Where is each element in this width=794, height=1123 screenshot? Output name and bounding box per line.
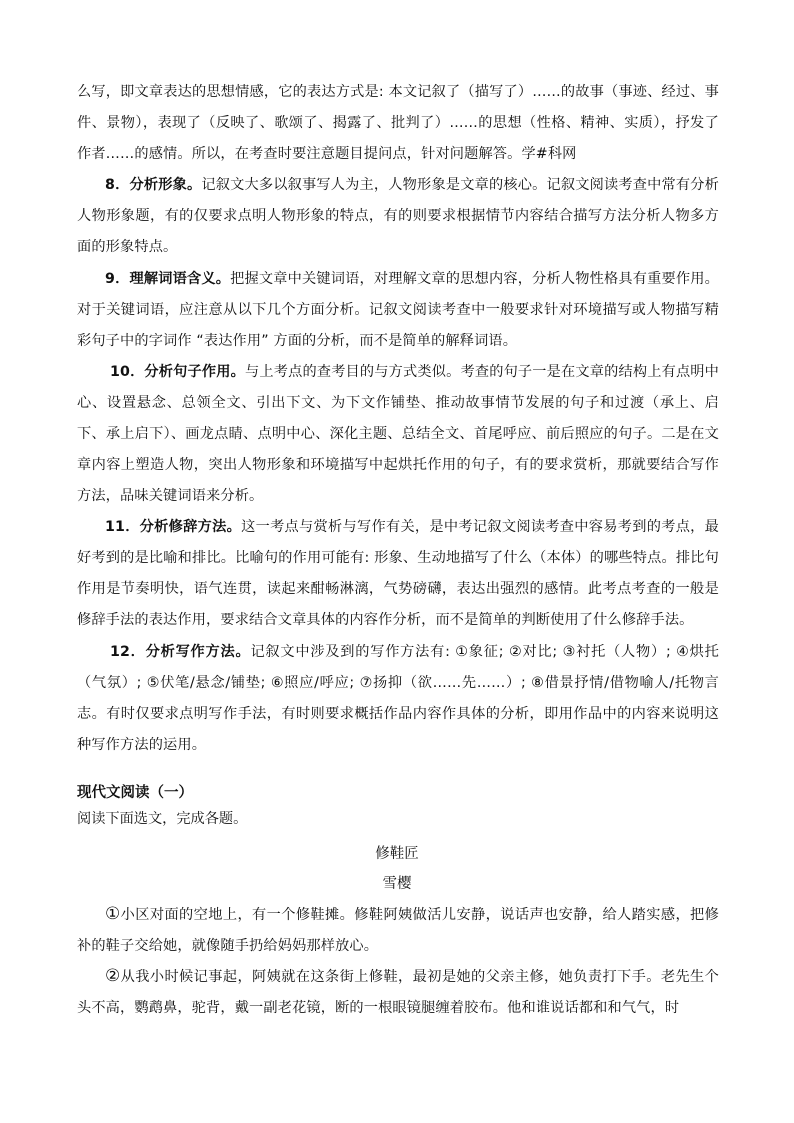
point-9-text: 把握文章中关键词语，对理解文章的思想内容，分析人物性格具有重要作用。对于关键词语，应注意从以下几个方面分析。记叙文阅读考查中一般要求针对环境描写或人物描写精彩句子中的字词作 “表达作用” 方面的分析，而不是简单的解释词语。 (77, 271, 719, 349)
point-9-paragraph (77, 264, 719, 357)
section-instruction: 阅读下面选文，完成各题。 (77, 811, 248, 827)
point-10-paragraph (77, 357, 719, 512)
point-10-label: 10．分析句子作用。 (110, 364, 245, 380)
story-paragraph-1 (77, 899, 719, 962)
point-8-paragraph (77, 170, 719, 263)
point-8-text: 记叙文大多以叙事写人为主，人物形象是文章的核心。记叙文阅读考查中常有分析人物形象题，有的仅要求点明人物形象的特点，有的则要求根据情节内容结合描写方法分析人物多方面的形象特点。 (77, 177, 719, 255)
point-12-paragraph (77, 637, 719, 761)
point-11-label: 11．分析修辞方法。 (105, 519, 242, 535)
section-heading: 现代文阅读（一） (77, 785, 193, 801)
point-9-label: 9．理解词语含义。 (105, 271, 231, 287)
paragraph-text: 么写，即文章表达的思想情感，它的表达方式是: 本文记叙了（描写了）……的故事（事迹、经过、事件、景物），表现了（反映了、歌颂了、揭露了、批判了）……的思想（性格、精神、实质），抒发了作者……的感情。所以，在考查时要注意题目提问点，针对问题解答。学#科网 (77, 84, 719, 162)
paragraph-number-1: ① (105, 904, 121, 924)
point-10-text: 与上考点的查考目的与方式类似。考查的句子一是在文章的结构上有点明中心、设置悬念、总领全文、引出下文、为下文作铺垫、推动故事情节发展的句子和过渡（承上、启下、承上启下）、画龙点睛、点明中心、深化主题、总结全文、首尾呼应、前后照应的句子。二是在文章内容上塑造人物，突出人物形象和环境描写中起烘托作用的句子，有的要求赏析，那就要结合写作方法，品味关键词语来分析。 (77, 364, 720, 504)
paragraph-number-2: ② (105, 966, 121, 986)
paragraph-continued (77, 77, 719, 170)
point-12-label: 12．分析写作方法。 (110, 644, 251, 660)
story-title: 修鞋匠 (375, 846, 419, 862)
point-8-label: 8．分析形象。 (105, 177, 202, 193)
story-paragraph-2 (77, 961, 719, 1024)
story-paragraph-2-text: 从我小时候记事起，阿姨就在这条街上修鞋，最初是她的父亲主修，她负责打下手。老先生个头不高，鹦鹉鼻，驼背，戴一副老花镜，断的一根眼镜腿缠着胶布。他和谁说话都和和气气，时 (77, 969, 719, 1016)
point-11-paragraph (77, 512, 719, 636)
story-paragraph-1-text: 小区对面的空地上，有一个修鞋摊。修鞋阿姨做活儿安静，说话声也安静，给人踏实感，把修补的鞋子交给她，就像随手扔给妈妈那样放心。 (77, 907, 719, 954)
point-11-text: 这一考点与赏析与写作有关，是中考记叙文阅读考查中容易考到的考点，最好考到的是比喻和排比。比喻句的作用可能有: 形象、生动地描写了什么（本体）的哪些特点。排比句作用是节奏明快，语气连贯，读起来酣畅淋漓，气势磅礴，表达出强烈的感情。此考点考查的一般是修辞手法的表达作用，要求结合文章具体的内容作分析，而不是简单的判断使用了什么修辞手法。 (77, 519, 720, 628)
story-author: 雪樱 (382, 876, 412, 892)
point-12-text: 记叙文中涉及到的写作方法有: ①象征; ②对比; ③衬托（人物）; ④烘托（气氛）; ⑤伏笔/悬念/铺垫; ⑥照应/呼应; ⑦扬抑（欲……先……）; ⑧借景抒情/借物喻人/托物言志。有时仅要求点明写作手法，有时则要求概括作品内容作具体的分析，即用作品中的内容来说明这种写作方法的运用。 (77, 644, 719, 753)
